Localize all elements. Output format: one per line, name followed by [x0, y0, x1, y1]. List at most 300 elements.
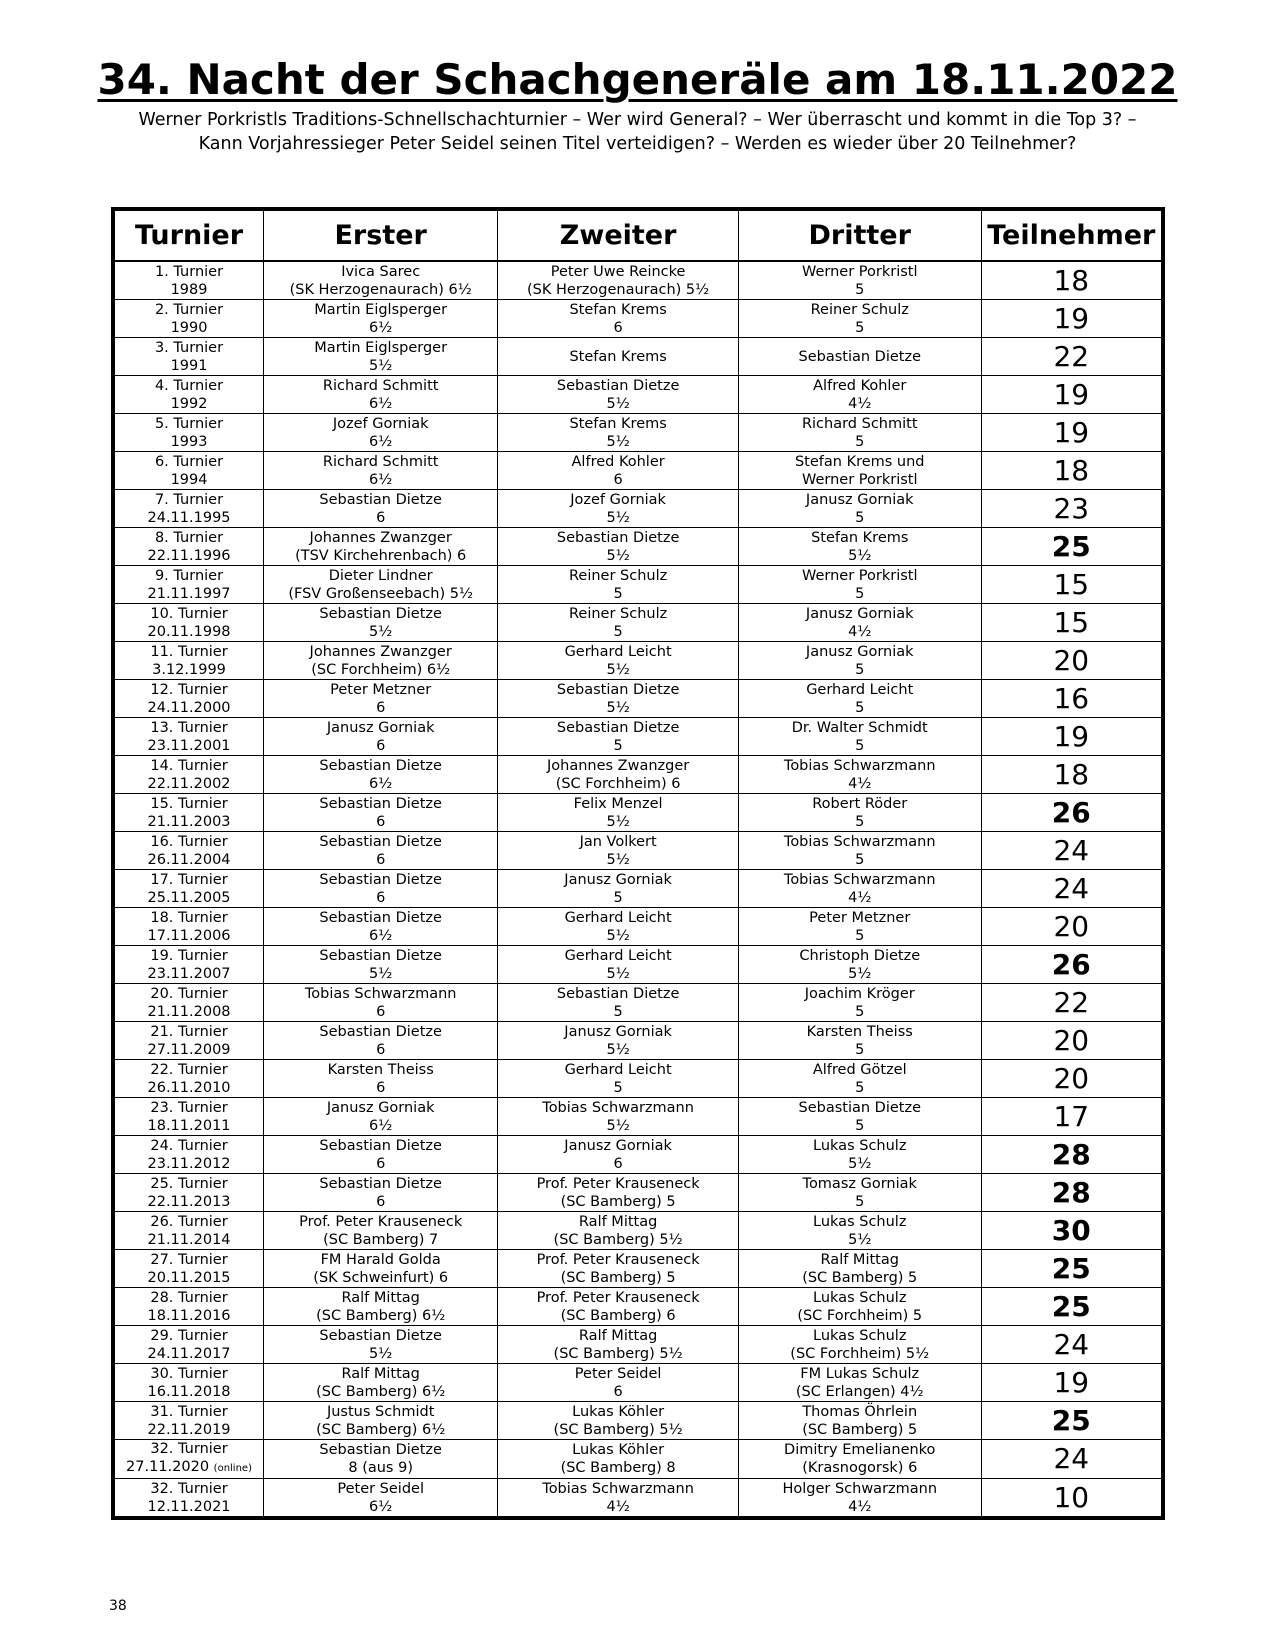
- cell-dritter: [738, 528, 981, 566]
- cell-dritter-line-1: Richard Schmitt: [801, 415, 918, 432]
- cell-dritter-line-1: Lukas Schulz: [813, 1213, 907, 1230]
- cell-dritter: [738, 452, 981, 490]
- cell-dritter: [738, 1402, 981, 1440]
- cell-zweiter-line-1: Peter Uwe Reincke: [550, 263, 686, 280]
- cell-erster-line-2: 6: [376, 889, 386, 906]
- cell-turnier-line-2: 21.11.2003: [147, 813, 231, 830]
- cell-erster: [264, 756, 498, 794]
- cell-dritter: [738, 870, 981, 908]
- cell-erster-line-2: 6: [376, 1003, 386, 1020]
- cell-erster-line-1: Sebastian Dietze: [319, 1137, 442, 1154]
- cell-dritter-line-1: Lukas Schulz: [813, 1137, 907, 1154]
- cell-turnier-line-2: 20.11.2015: [147, 1269, 231, 1286]
- cell-teilnehmer: 22: [981, 338, 1161, 376]
- cell-teilnehmer: 25: [981, 1250, 1161, 1288]
- cell-zweiter: [498, 718, 739, 756]
- cell-dritter-line-1: FM Lukas Schulz: [800, 1365, 920, 1382]
- cell-zweiter-line-1: Gerhard Leicht: [564, 947, 672, 964]
- cell-zweiter: [498, 1364, 739, 1402]
- cell-turnier-line-1: 15. Turnier: [150, 795, 228, 812]
- cell-teilnehmer: 16: [981, 680, 1161, 718]
- cell-zweiter-line-1: Alfred Kohler: [571, 453, 665, 470]
- cell-dritter-line-2: 5: [855, 1193, 865, 1210]
- table-row: [115, 490, 1161, 528]
- cell-turnier-line-1: 32. Turnier: [150, 1480, 228, 1497]
- cell-erster: [264, 1326, 498, 1364]
- cell-dritter-line-2: 5: [855, 1003, 865, 1020]
- cell-erster: [264, 908, 498, 946]
- cell-dritter-line-1: Alfred Kohler: [813, 377, 907, 394]
- cell-zweiter: [498, 528, 739, 566]
- header-zweiter: Zweiter: [498, 211, 739, 261]
- cell-turnier-line-2: 26.11.2010: [147, 1079, 231, 1096]
- cell-erster: [264, 566, 498, 604]
- cell-dritter-line-2: 5½: [848, 1231, 872, 1248]
- cell-zweiter-line-2: 5½: [606, 661, 630, 678]
- cell-erster-line-2: (SC Bamberg) 6½: [316, 1383, 446, 1400]
- table-header-row: [115, 211, 1161, 261]
- cell-erster-line-1: Ralf Mittag: [341, 1289, 420, 1306]
- cell-zweiter-line-2: (SC Bamberg) 5: [560, 1269, 676, 1286]
- cell-zweiter-line-2: 5½: [606, 433, 630, 450]
- cell-teilnehmer: 19: [981, 300, 1161, 338]
- cell-erster: [264, 1212, 498, 1250]
- cell-dritter-line-1: Tobias Schwarzmann: [783, 833, 936, 850]
- table-row: [115, 1174, 1161, 1212]
- cell-turnier: [115, 1402, 264, 1440]
- cell-turnier-line-1: 29. Turnier: [150, 1327, 228, 1344]
- cell-erster-line-2: 5½: [369, 1345, 393, 1362]
- table-row: [115, 528, 1161, 566]
- cell-erster-line-2: 5½: [369, 623, 393, 640]
- cell-erster: [264, 1022, 498, 1060]
- cell-zweiter-line-1: Prof. Peter Krauseneck: [536, 1175, 700, 1192]
- cell-turnier-line-2: 18.11.2016: [147, 1307, 231, 1324]
- cell-zweiter-line-1: Gerhard Leicht: [564, 643, 672, 660]
- cell-zweiter-line-2: (SC Bamberg) 8: [560, 1460, 676, 1476]
- cell-turnier-line-2: 22.11.1996: [147, 547, 231, 564]
- cell-dritter-line-1: Robert Röder: [812, 795, 908, 812]
- cell-zweiter-line-1: Prof. Peter Krauseneck: [536, 1251, 700, 1268]
- cell-erster-line-2: 6½: [369, 319, 393, 336]
- cell-erster: [264, 1440, 498, 1479]
- cell-turnier-line-1: 31. Turnier: [150, 1403, 228, 1420]
- cell-teilnehmer: 26: [981, 794, 1161, 832]
- cell-zweiter-line-2: 5: [613, 623, 623, 640]
- cell-erster-line-2: 6: [376, 1079, 386, 1096]
- cell-zweiter-line-1: Sebastian Dietze: [556, 529, 680, 546]
- cell-turnier: [115, 1440, 264, 1479]
- cell-dritter: [738, 642, 981, 680]
- cell-dritter-line-2: 5: [855, 927, 865, 944]
- cell-zweiter-line-1: Sebastian Dietze: [556, 985, 680, 1002]
- cell-teilnehmer: 24: [981, 1440, 1161, 1479]
- cell-dritter-line-2: Werner Porkristl: [801, 471, 918, 488]
- cell-turnier-line-1: 10. Turnier: [150, 605, 228, 622]
- cell-erster-line-1: Ivica Sarec: [341, 263, 421, 280]
- cell-erster-line-2: 6: [376, 851, 386, 868]
- cell-teilnehmer: 25: [981, 1288, 1161, 1326]
- cell-erster: [264, 528, 498, 566]
- cell-teilnehmer: 20: [981, 908, 1161, 946]
- cell-teilnehmer: 17: [981, 1098, 1161, 1136]
- cell-erster-line-1: Sebastian Dietze: [319, 795, 442, 812]
- cell-erster-line-2: 6½: [369, 1117, 393, 1134]
- cell-turnier-line-1: 1. Turnier: [154, 263, 224, 280]
- cell-teilnehmer: 24: [981, 870, 1161, 908]
- cell-dritter-line-2: 5: [855, 1117, 865, 1134]
- cell-dritter: [738, 376, 981, 414]
- cell-dritter-line-2: (SC Erlangen) 4½: [795, 1383, 924, 1400]
- cell-erster-line-1: Tobias Schwarzmann: [304, 985, 457, 1002]
- cell-zweiter-line-2: 5: [613, 1079, 623, 1096]
- cell-erster-line-2: (SK Herzogenaurach) 6½: [289, 281, 472, 298]
- cell-erster: [264, 870, 498, 908]
- cell-zweiter-line-2: 5: [613, 585, 623, 602]
- cell-zweiter-line-1: Felix Menzel: [573, 795, 663, 812]
- cell-zweiter: [498, 832, 739, 870]
- cell-turnier: [115, 261, 264, 300]
- cell-zweiter: [498, 452, 739, 490]
- cell-erster-line-1: Martin Eiglsperger: [314, 339, 448, 356]
- cell-turnier-line-1: 13. Turnier: [150, 719, 228, 736]
- cell-turnier-line-2: 27.11.2020: [126, 1459, 210, 1475]
- cell-zweiter-line-2: 5½: [606, 965, 630, 982]
- cell-dritter: [738, 946, 981, 984]
- cell-turnier-line-1: 17. Turnier: [150, 871, 228, 888]
- table-row: [115, 414, 1161, 452]
- cell-dritter-line-2: 5: [855, 509, 865, 526]
- table-row: [115, 566, 1161, 604]
- cell-dritter-line-1: Peter Metzner: [809, 909, 911, 926]
- cell-turnier: [115, 300, 264, 338]
- cell-dritter-line-1: Janusz Gorniak: [805, 643, 914, 660]
- cell-dritter-line-2: 5: [855, 699, 865, 716]
- cell-turnier-line-2: 22.11.2019: [147, 1421, 231, 1438]
- cell-erster: [264, 1174, 498, 1212]
- cell-erster-line-1: Sebastian Dietze: [319, 1175, 442, 1192]
- cell-erster-line-2: (SC Forchheim) 6½: [311, 661, 451, 678]
- cell-dritter-line-2: 5: [855, 319, 865, 336]
- cell-erster-line-1: Sebastian Dietze: [319, 491, 442, 508]
- table-row: [115, 1250, 1161, 1288]
- cell-teilnehmer: 18: [981, 452, 1161, 490]
- cell-dritter-line-2: 4½: [848, 395, 872, 412]
- cell-zweiter: [498, 566, 739, 604]
- header-turnier: Turnier: [115, 211, 264, 261]
- cell-teilnehmer: 24: [981, 832, 1161, 870]
- cell-turnier: [115, 832, 264, 870]
- cell-zweiter: [498, 1326, 739, 1364]
- cell-zweiter-line-1: Stefan Krems: [569, 348, 667, 365]
- cell-zweiter: [498, 376, 739, 414]
- cell-zweiter-line-2: (SC Bamberg) 6: [560, 1307, 676, 1324]
- cell-turnier-line-1: 21. Turnier: [150, 1023, 228, 1040]
- cell-erster-line-2: 6: [376, 1155, 386, 1172]
- cell-dritter: [738, 1136, 981, 1174]
- header-teilnehmer: Teilnehmer: [981, 211, 1161, 261]
- cell-turnier-line-1: 14. Turnier: [150, 757, 228, 774]
- cell-zweiter-line-1: Sebastian Dietze: [556, 681, 680, 698]
- cell-erster: [264, 261, 498, 300]
- table-row: [115, 1212, 1161, 1250]
- cell-turnier-line-2: 23.11.2012: [147, 1155, 231, 1172]
- cell-turnier: [115, 1022, 264, 1060]
- cell-dritter-line-2: 5½: [848, 965, 872, 982]
- cell-zweiter-line-2: 5: [613, 889, 623, 906]
- cell-turnier-line-1: 16. Turnier: [150, 833, 228, 850]
- cell-turnier: [115, 1060, 264, 1098]
- cell-dritter-line-1: Gerhard Leicht: [806, 681, 914, 698]
- cell-erster-line-1: Janusz Gorniak: [326, 719, 435, 736]
- turnier-note: (online): [213, 1463, 252, 1474]
- cell-turnier-line-1: 30. Turnier: [150, 1365, 228, 1382]
- cell-erster-line-1: Sebastian Dietze: [319, 947, 442, 964]
- cell-zweiter-line-1: Peter Seidel: [574, 1365, 662, 1382]
- table-row: [115, 794, 1161, 832]
- page-number: 38: [109, 1598, 127, 1614]
- cell-dritter-line-2: 5: [855, 737, 865, 754]
- cell-turnier-line-2: 24.11.2017: [147, 1345, 231, 1362]
- cell-turnier: [115, 984, 264, 1022]
- cell-erster: [264, 490, 498, 528]
- cell-zweiter: [498, 1212, 739, 1250]
- cell-turnier: [115, 1250, 264, 1288]
- cell-zweiter-line-1: Ralf Mittag: [578, 1327, 658, 1344]
- table-row: [115, 376, 1161, 414]
- cell-turnier-line-2: 21.11.2014: [147, 1231, 231, 1248]
- cell-erster: [264, 642, 498, 680]
- cell-turnier-line-2: 22.11.2013: [147, 1193, 231, 1210]
- cell-erster: [264, 376, 498, 414]
- cell-turnier-line-1: 20. Turnier: [150, 985, 228, 1002]
- cell-erster-line-1: Dieter Lindner: [328, 567, 433, 584]
- cell-teilnehmer: 19: [981, 718, 1161, 756]
- cell-teilnehmer: 20: [981, 1022, 1161, 1060]
- cell-turnier-line-2: 22.11.2002: [147, 775, 231, 792]
- cell-zweiter-line-2: 4½: [606, 1498, 630, 1515]
- cell-turnier: [115, 1326, 264, 1364]
- cell-zweiter-line-2: 6: [613, 319, 623, 336]
- cell-erster-line-1: Johannes Zwanzger: [309, 529, 452, 546]
- cell-dritter-line-1: Tobias Schwarzmann: [783, 871, 936, 888]
- cell-teilnehmer: 19: [981, 376, 1161, 414]
- cell-turnier: [115, 946, 264, 984]
- cell-dritter-line-2: (SC Forchheim) 5: [797, 1307, 923, 1324]
- cell-erster-line-2: (SK Schweinfurt) 6: [313, 1269, 449, 1286]
- cell-dritter: [738, 1212, 981, 1250]
- table-row: [115, 832, 1161, 870]
- cell-zweiter: [498, 1288, 739, 1326]
- cell-turnier-line-2: 21.11.2008: [147, 1003, 231, 1020]
- cell-zweiter-line-2: 5: [613, 1003, 623, 1020]
- cell-zweiter-line-1: Tobias Schwarzmann: [542, 1099, 694, 1116]
- cell-erster-line-1: Peter Metzner: [330, 681, 432, 698]
- cell-turnier-line-1: 22. Turnier: [150, 1061, 228, 1078]
- cell-dritter-line-2: (SC Bamberg) 5: [802, 1269, 918, 1286]
- cell-erster: [264, 452, 498, 490]
- cell-dritter-line-2: 4½: [848, 889, 872, 906]
- cell-erster-line-2: 5½: [369, 965, 393, 982]
- table-body: [115, 261, 1161, 1516]
- cell-zweiter-line-1: Stefan Krems: [569, 301, 667, 318]
- cell-turnier-line-1: 6. Turnier: [154, 453, 224, 470]
- table-row: [115, 338, 1161, 376]
- cell-turnier: [115, 1364, 264, 1402]
- cell-erster-line-1: Richard Schmitt: [322, 377, 439, 394]
- cell-teilnehmer: 10: [981, 1479, 1161, 1517]
- cell-erster-line-1: Karsten Theiss: [327, 1061, 434, 1078]
- cell-erster: [264, 946, 498, 984]
- cell-erster-line-1: Justus Schmidt: [326, 1403, 435, 1420]
- cell-zweiter: [498, 908, 739, 946]
- cell-zweiter: [498, 1250, 739, 1288]
- cell-dritter: [738, 261, 981, 300]
- cell-turnier-line-1: 4. Turnier: [154, 377, 224, 394]
- cell-teilnehmer: 19: [981, 414, 1161, 452]
- cell-erster-line-2: 6½: [369, 395, 393, 412]
- cell-zweiter: [498, 1402, 739, 1440]
- cell-dritter: [738, 566, 981, 604]
- table-row: [115, 1136, 1161, 1174]
- cell-dritter-line-1: Stefan Krems: [811, 529, 909, 546]
- cell-teilnehmer: 28: [981, 1136, 1161, 1174]
- cell-erster-line-1: Prof. Peter Krauseneck: [299, 1213, 463, 1230]
- cell-erster-line-1: Johannes Zwanzger: [309, 643, 452, 660]
- cell-zweiter-line-1: Jan Volkert: [579, 833, 657, 850]
- table-row: [115, 1364, 1161, 1402]
- cell-dritter: [738, 1174, 981, 1212]
- cell-turnier: [115, 718, 264, 756]
- cell-erster: [264, 984, 498, 1022]
- cell-turnier-line-1: 23. Turnier: [150, 1099, 228, 1116]
- cell-turnier-line-2: 17.11.2006: [147, 927, 231, 944]
- cell-teilnehmer: 30: [981, 1212, 1161, 1250]
- header-erster: Erster: [264, 211, 498, 261]
- cell-zweiter-line-2: (SC Bamberg) 5½: [553, 1421, 683, 1438]
- cell-turnier-line-2: 24.11.2000: [147, 699, 231, 716]
- cell-zweiter-line-1: Lukas Köhler: [572, 1442, 665, 1458]
- page-title: 34. Nacht der Schachgeneräle am 18.11.2022: [97, 55, 1178, 104]
- cell-erster-line-2: 6: [376, 813, 386, 830]
- cell-dritter-line-2: 5: [855, 585, 865, 602]
- cell-erster-line-2: 5½: [369, 357, 393, 374]
- cell-turnier-line-2: 3.12.1999: [152, 661, 226, 678]
- cell-turnier-line-1: 26. Turnier: [150, 1213, 228, 1230]
- cell-erster-line-1: Sebastian Dietze: [319, 1327, 442, 1344]
- cell-zweiter-line-2: (SK Herzogenaurach) 5½: [527, 281, 710, 298]
- cell-turnier-line-2: 1994: [170, 471, 208, 488]
- table-row: [115, 1098, 1161, 1136]
- cell-turnier: [115, 566, 264, 604]
- cell-erster-line-2: (SC Bamberg) 7: [323, 1231, 439, 1248]
- cell-teilnehmer: 20: [981, 642, 1161, 680]
- cell-dritter-line-1: Holger Schwarzmann: [782, 1480, 938, 1497]
- cell-zweiter: [498, 1479, 739, 1517]
- cell-erster-line-2: (SC Bamberg) 6½: [316, 1421, 446, 1438]
- cell-erster-line-2: 6: [376, 737, 386, 754]
- results-table-container: [111, 207, 1165, 1520]
- cell-dritter-line-2: 4½: [848, 775, 872, 792]
- cell-dritter-line-1: Alfred Götzel: [812, 1061, 907, 1078]
- cell-turnier: [115, 376, 264, 414]
- table-row: [115, 300, 1161, 338]
- table-row: [115, 984, 1161, 1022]
- cell-erster-line-2: (FSV Großenseebach) 5½: [288, 585, 474, 602]
- cell-turnier: [115, 452, 264, 490]
- cell-turnier: [115, 642, 264, 680]
- cell-zweiter: [498, 1022, 739, 1060]
- cell-turnier-line-1: 24. Turnier: [150, 1137, 228, 1154]
- cell-teilnehmer: 24: [981, 1326, 1161, 1364]
- cell-erster-line-1: Sebastian Dietze: [319, 909, 442, 926]
- cell-zweiter-line-1: Prof. Peter Krauseneck: [536, 1289, 700, 1306]
- cell-erster: [264, 718, 498, 756]
- cell-zweiter: [498, 300, 739, 338]
- cell-zweiter: [498, 414, 739, 452]
- cell-dritter-line-1: Karsten Theiss: [806, 1023, 913, 1040]
- cell-dritter-line-1: Tobias Schwarzmann: [783, 757, 936, 774]
- cell-erster-line-1: FM Harald Golda: [320, 1251, 441, 1268]
- cell-turnier: [115, 1479, 264, 1517]
- cell-dritter: [738, 832, 981, 870]
- cell-erster-line-1: Sebastian Dietze: [319, 605, 442, 622]
- cell-zweiter: [498, 261, 739, 300]
- cell-zweiter: [498, 490, 739, 528]
- cell-dritter-line-1: Lukas Schulz: [813, 1289, 907, 1306]
- cell-erster-line-1: Peter Seidel: [337, 1480, 424, 1497]
- cell-erster-line-1: Jozef Gorniak: [332, 415, 429, 432]
- cell-dritter-line-2: (SC Forchheim) 5½: [790, 1345, 930, 1362]
- cell-zweiter-line-2: 5½: [606, 699, 630, 716]
- cell-dritter-line-1: Christoph Dietze: [799, 947, 921, 964]
- cell-dritter-line-2: (SC Bamberg) 5: [802, 1421, 918, 1438]
- cell-zweiter: [498, 604, 739, 642]
- table-row: [115, 452, 1161, 490]
- cell-dritter-line-1: Lukas Schulz: [813, 1327, 907, 1344]
- cell-zweiter-line-2: 5½: [606, 927, 630, 944]
- cell-erster-line-2: 6: [376, 509, 386, 526]
- cell-turnier: [115, 604, 264, 642]
- cell-zweiter-line-2: 5½: [606, 509, 630, 526]
- table-row: [115, 1060, 1161, 1098]
- cell-dritter: [738, 794, 981, 832]
- cell-dritter: [738, 680, 981, 718]
- cell-turnier: [115, 1136, 264, 1174]
- cell-turnier-line-2: 16.11.2018: [147, 1383, 231, 1400]
- table-row: [115, 1288, 1161, 1326]
- cell-teilnehmer: 25: [981, 1402, 1161, 1440]
- cell-turnier-line-1: 9. Turnier: [154, 567, 224, 584]
- cell-turnier-line-2: 20.11.1998: [147, 623, 231, 640]
- cell-erster-line-2: 6½: [369, 433, 393, 450]
- cell-zweiter-line-1: Sebastian Dietze: [556, 719, 680, 736]
- cell-dritter: [738, 984, 981, 1022]
- cell-zweiter-line-2: 6: [613, 1383, 623, 1400]
- cell-zweiter: [498, 1098, 739, 1136]
- cell-zweiter-line-2: (SC Bamberg) 5½: [553, 1231, 683, 1248]
- cell-teilnehmer: 15: [981, 566, 1161, 604]
- cell-erster-line-2: 6½: [369, 927, 393, 944]
- cell-erster-line-2: 6: [376, 699, 386, 716]
- cell-erster-line-2: 6½: [369, 471, 393, 488]
- cell-dritter-line-2: 5: [855, 851, 865, 868]
- cell-dritter-line-2: 5½: [848, 1155, 872, 1172]
- cell-dritter: [738, 718, 981, 756]
- table-row: [115, 1479, 1161, 1517]
- cell-dritter-line-1: Sebastian Dietze: [798, 348, 921, 365]
- cell-erster: [264, 794, 498, 832]
